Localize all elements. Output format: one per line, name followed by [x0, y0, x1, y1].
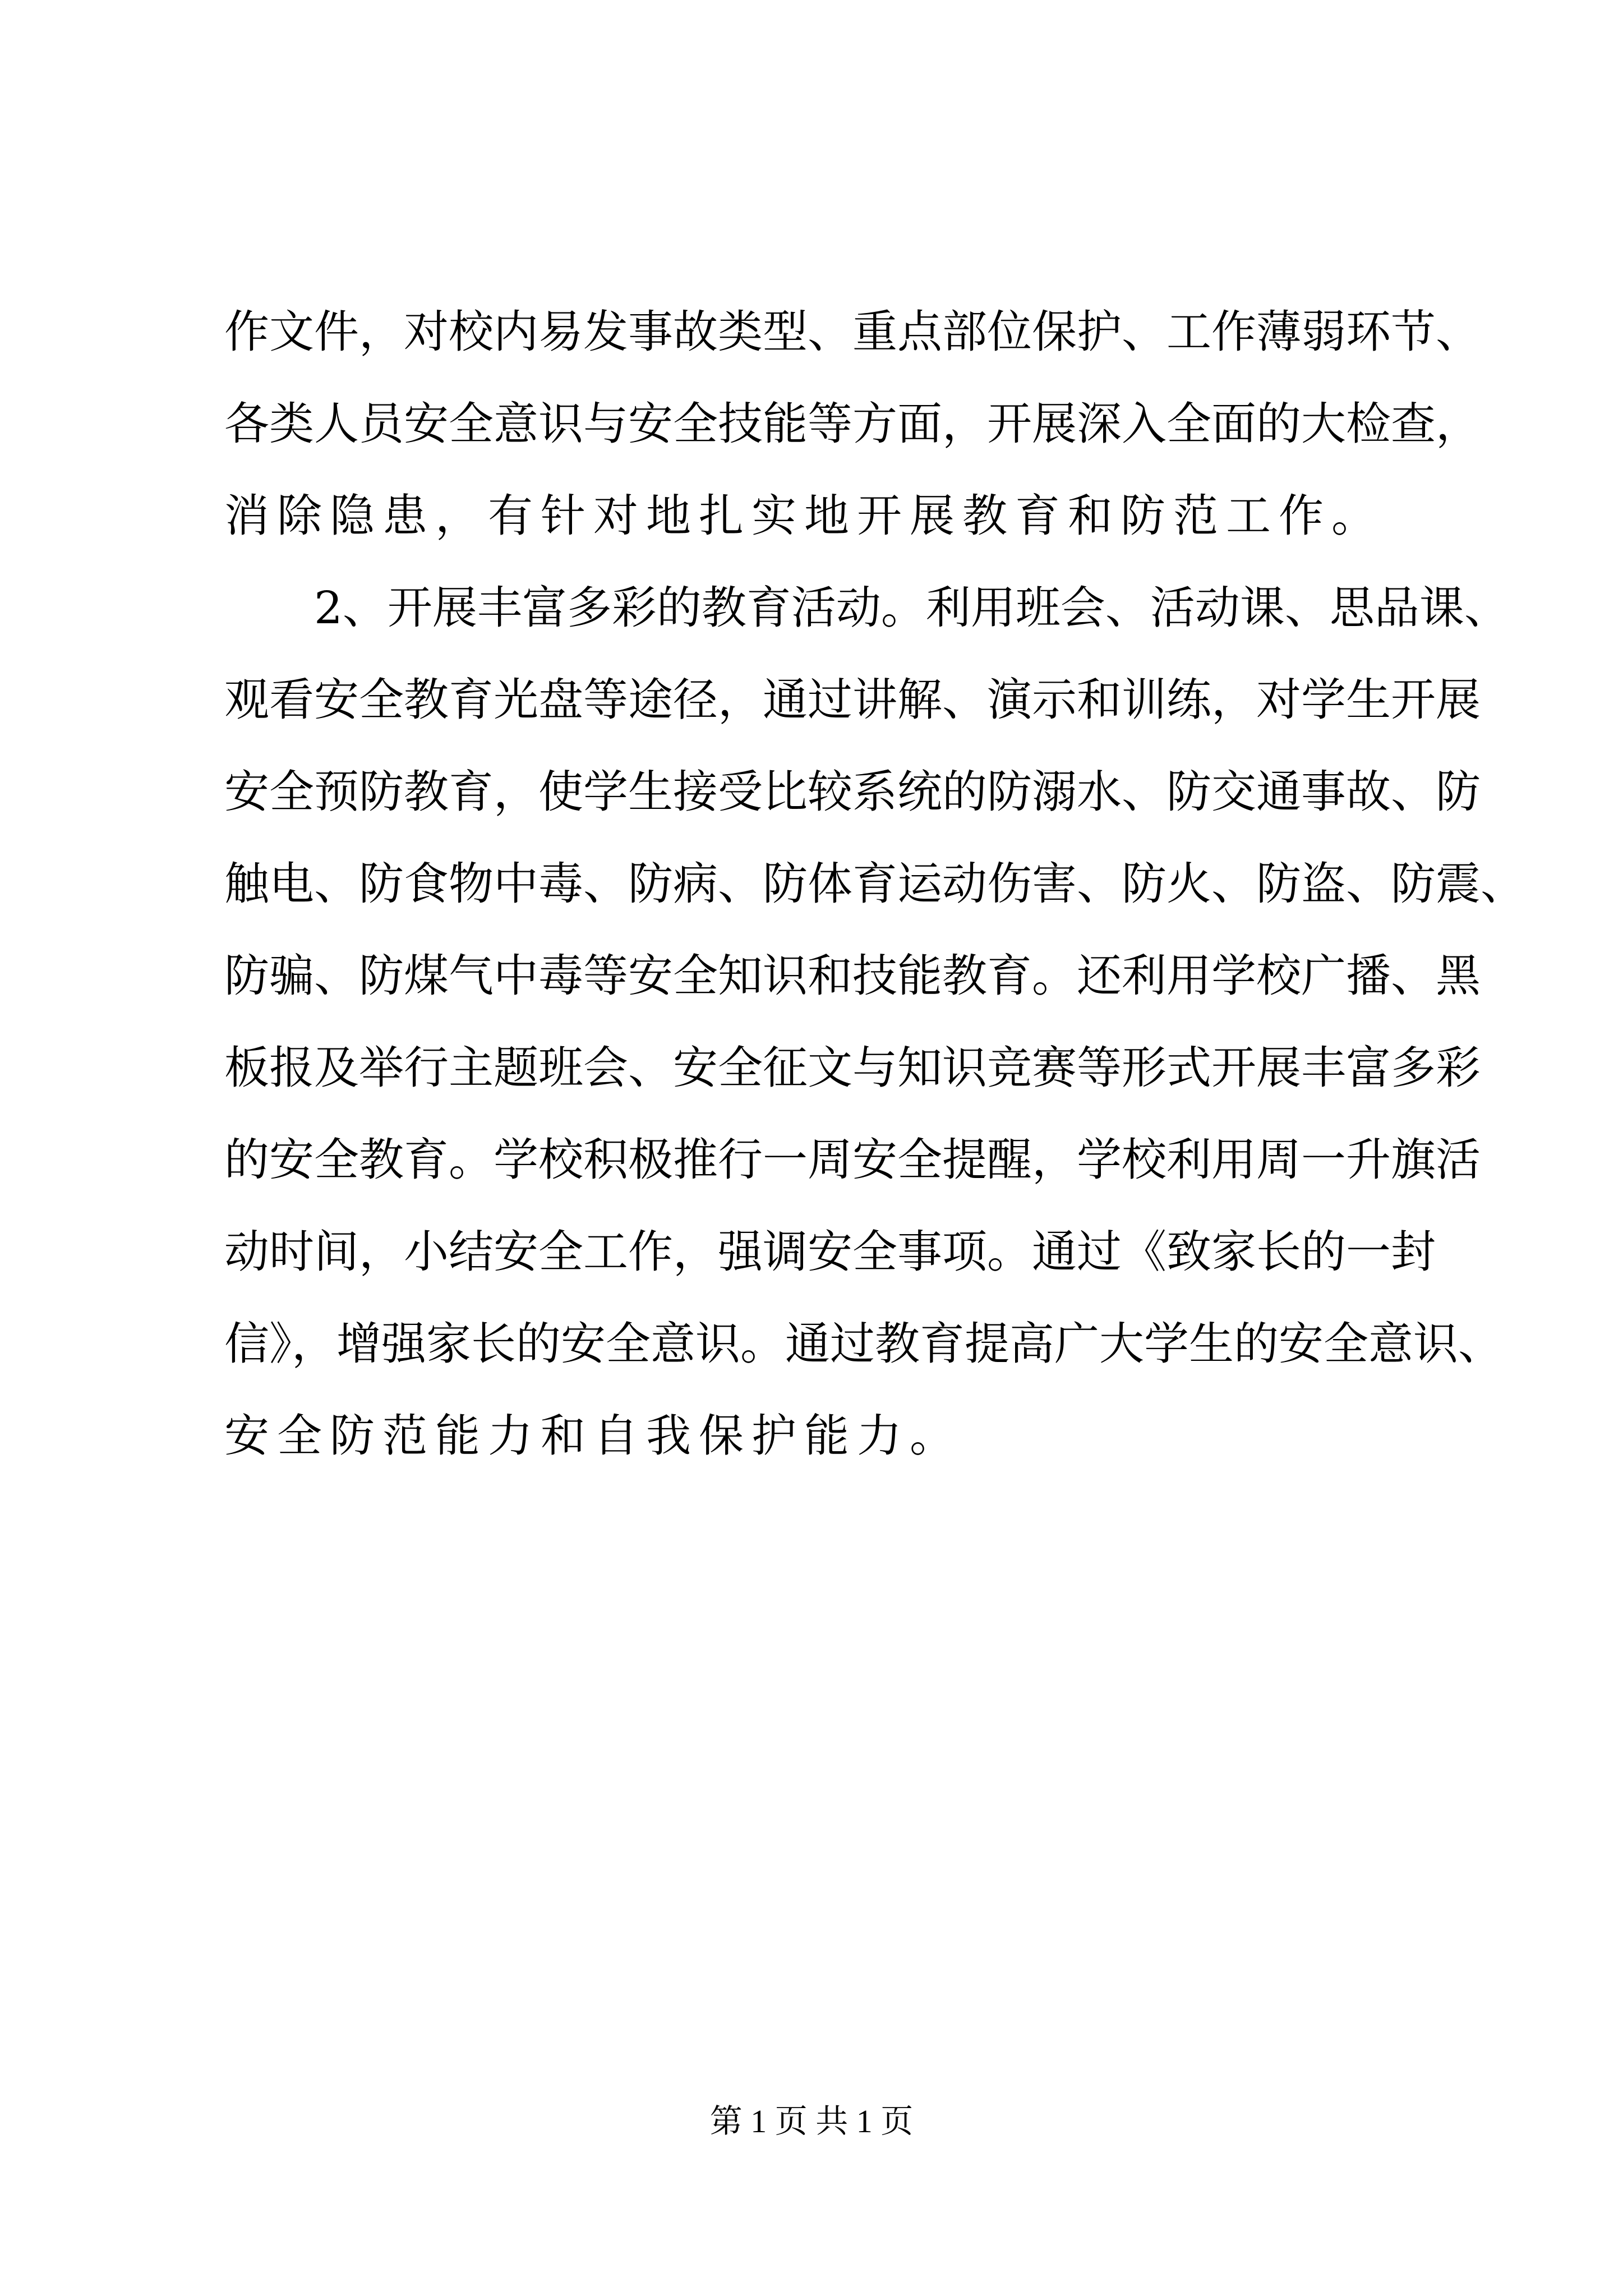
text-line: 2、开展丰富多彩的教育活动。利用班会、活动课、思品课、: [314, 582, 1509, 634]
text-line: 安全预防教育，使学生接受比较系统的防溺水、防交通事故、防: [224, 766, 1481, 818]
text-line: 作文件，对校内易发事故类型、重点部位保护、工作薄弱环节、: [224, 306, 1481, 358]
body-text: [224, 286, 1525, 1482]
text-line: 消除隐患，有针对地扎实地开展教育和防范工作。: [224, 490, 1384, 542]
text-line: 安全防范能力和自我保护能力。: [224, 1410, 962, 1462]
text-line: 触电、防食物中毒、防病、防体育运动伤害、防火、防盗、防震、: [224, 858, 1525, 910]
text-line: 观看安全教育光盘等途径，通过讲解、演示和训练，对学生开展: [224, 674, 1481, 726]
text-line: 防骗、防煤气中毒等安全知识和技能教育。还利用学校广播、黑: [224, 950, 1481, 1002]
text-line: 信》，增强家长的安全意识。通过教育提高广大学生的安全意识、: [224, 1318, 1503, 1370]
text-line: 动时间，小结安全工作，强调安全事项。通过《致家长的一封: [224, 1226, 1436, 1278]
page-number-footer: 第 1 页 共 1 页: [709, 2103, 914, 2139]
text-line: 板报及举行主题班会、安全征文与知识竞赛等形式开展丰富多彩: [224, 1042, 1481, 1094]
text-line: 的安全教育。学校积极推行一周安全提醒，学校利用周一升旗活: [224, 1134, 1481, 1186]
text-line: 各类人员安全意识与安全技能等方面，开展深入全面的大检查，: [224, 398, 1481, 450]
